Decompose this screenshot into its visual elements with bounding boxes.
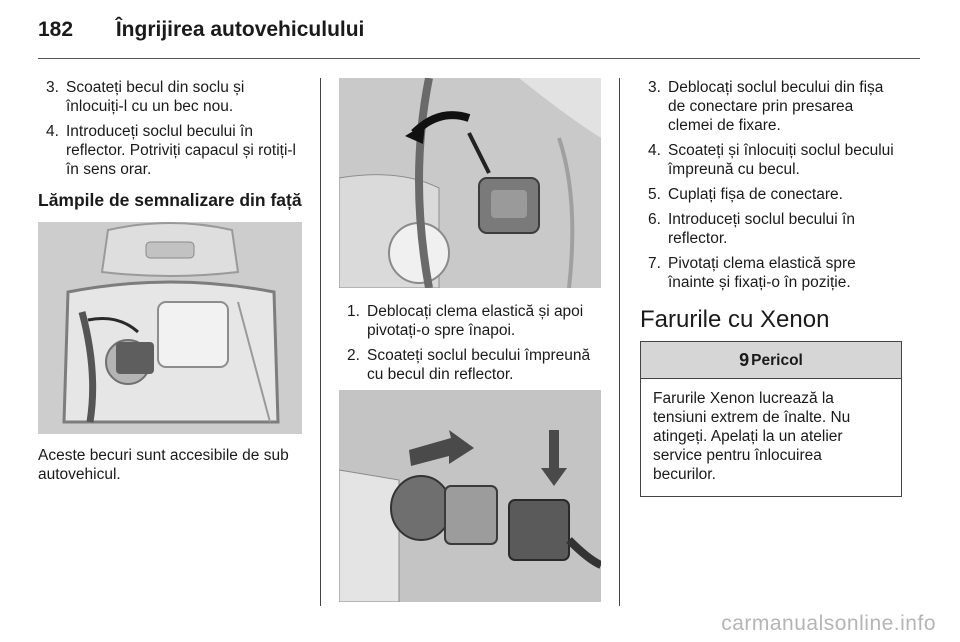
- step-text: Deblocați soclul becului din fișa de conectare prin presarea clemei de fixare.: [668, 79, 884, 134]
- column-1: [38, 78, 302, 484]
- warning-box: [640, 341, 902, 497]
- header-rule: [38, 58, 920, 59]
- page-title: Îngrijirea autovehiculului: [115, 18, 365, 41]
- step-text: Introduceți soclul becului în reflector.: [668, 211, 855, 247]
- column-divider-2: [619, 78, 620, 606]
- page-header: [38, 18, 364, 42]
- list-item: [38, 122, 302, 179]
- clip-release-illustration: [339, 78, 601, 288]
- column-2: [339, 78, 601, 602]
- step-text: Pivotați clema elastică spre înainte și fixați-o în poziție.: [668, 255, 856, 291]
- warning-title-bar: [641, 342, 901, 379]
- step-number: 3.: [46, 79, 59, 96]
- turn-signal-photo: [38, 222, 302, 434]
- list-item: [640, 210, 902, 248]
- column-3: [640, 78, 902, 497]
- turn-signal-illustration: [38, 222, 302, 434]
- step-list-col3: [640, 78, 902, 292]
- step-number: 4.: [46, 123, 59, 140]
- list-item: [640, 185, 902, 204]
- step-list-col1: [38, 78, 302, 179]
- step-list-col2: [339, 302, 601, 384]
- bulb-removal-illustration: [339, 390, 601, 602]
- step-text: Deblocați clema elastică și apoi pivotați-o spre înapoi.: [367, 303, 584, 339]
- step-text: Cuplați fișa de conectare.: [668, 186, 843, 203]
- step-number: 5.: [648, 186, 661, 203]
- step-text: Scoateți becul din soclu și înlocuiți-l cu un bec nou.: [66, 79, 245, 115]
- list-item: [38, 78, 302, 116]
- step-number: 2.: [347, 347, 360, 364]
- step-text: Scoateți soclul becului împreună cu becul din reflector.: [367, 347, 591, 383]
- warning-title: Pericol: [751, 351, 803, 369]
- list-item: [640, 254, 902, 292]
- step-text: Introduceți soclul becului în reflector. Potriviți capacul și rotiți-l în sens orar.: [66, 123, 296, 178]
- watermark: carmanualsonline.info: [721, 612, 936, 635]
- list-item: [339, 302, 601, 340]
- column-divider-1: [320, 78, 321, 606]
- bulb-removal-photo: [339, 390, 601, 602]
- list-item: [640, 78, 902, 135]
- step-number: 6.: [648, 211, 661, 228]
- step-number: 7.: [648, 255, 661, 272]
- step-text: Scoateți și înlocuiți soclul becului împreună cu becul.: [668, 142, 894, 178]
- step-number: 3.: [648, 79, 661, 96]
- step-number: 1.: [347, 303, 360, 320]
- clip-release-photo: [339, 78, 601, 288]
- paragraph: Aceste becuri sunt accesibile de sub autovehicul.: [38, 447, 289, 483]
- step-number: 4.: [648, 142, 661, 159]
- list-item: [339, 346, 601, 384]
- section-heading: Lămpile de semnalizare din față: [38, 190, 302, 210]
- list-item: [640, 141, 902, 179]
- section-heading: Farurile cu Xenon: [640, 306, 830, 333]
- page-number: 182: [38, 18, 74, 41]
- warning-triangle-icon: 9: [739, 349, 750, 370]
- warning-text: Farurile Xenon lucrează la tensiuni extrem de înalte. Nu atingeți. Apelați la un atelier service pentru înlocuirea becurilor.: [653, 390, 851, 483]
